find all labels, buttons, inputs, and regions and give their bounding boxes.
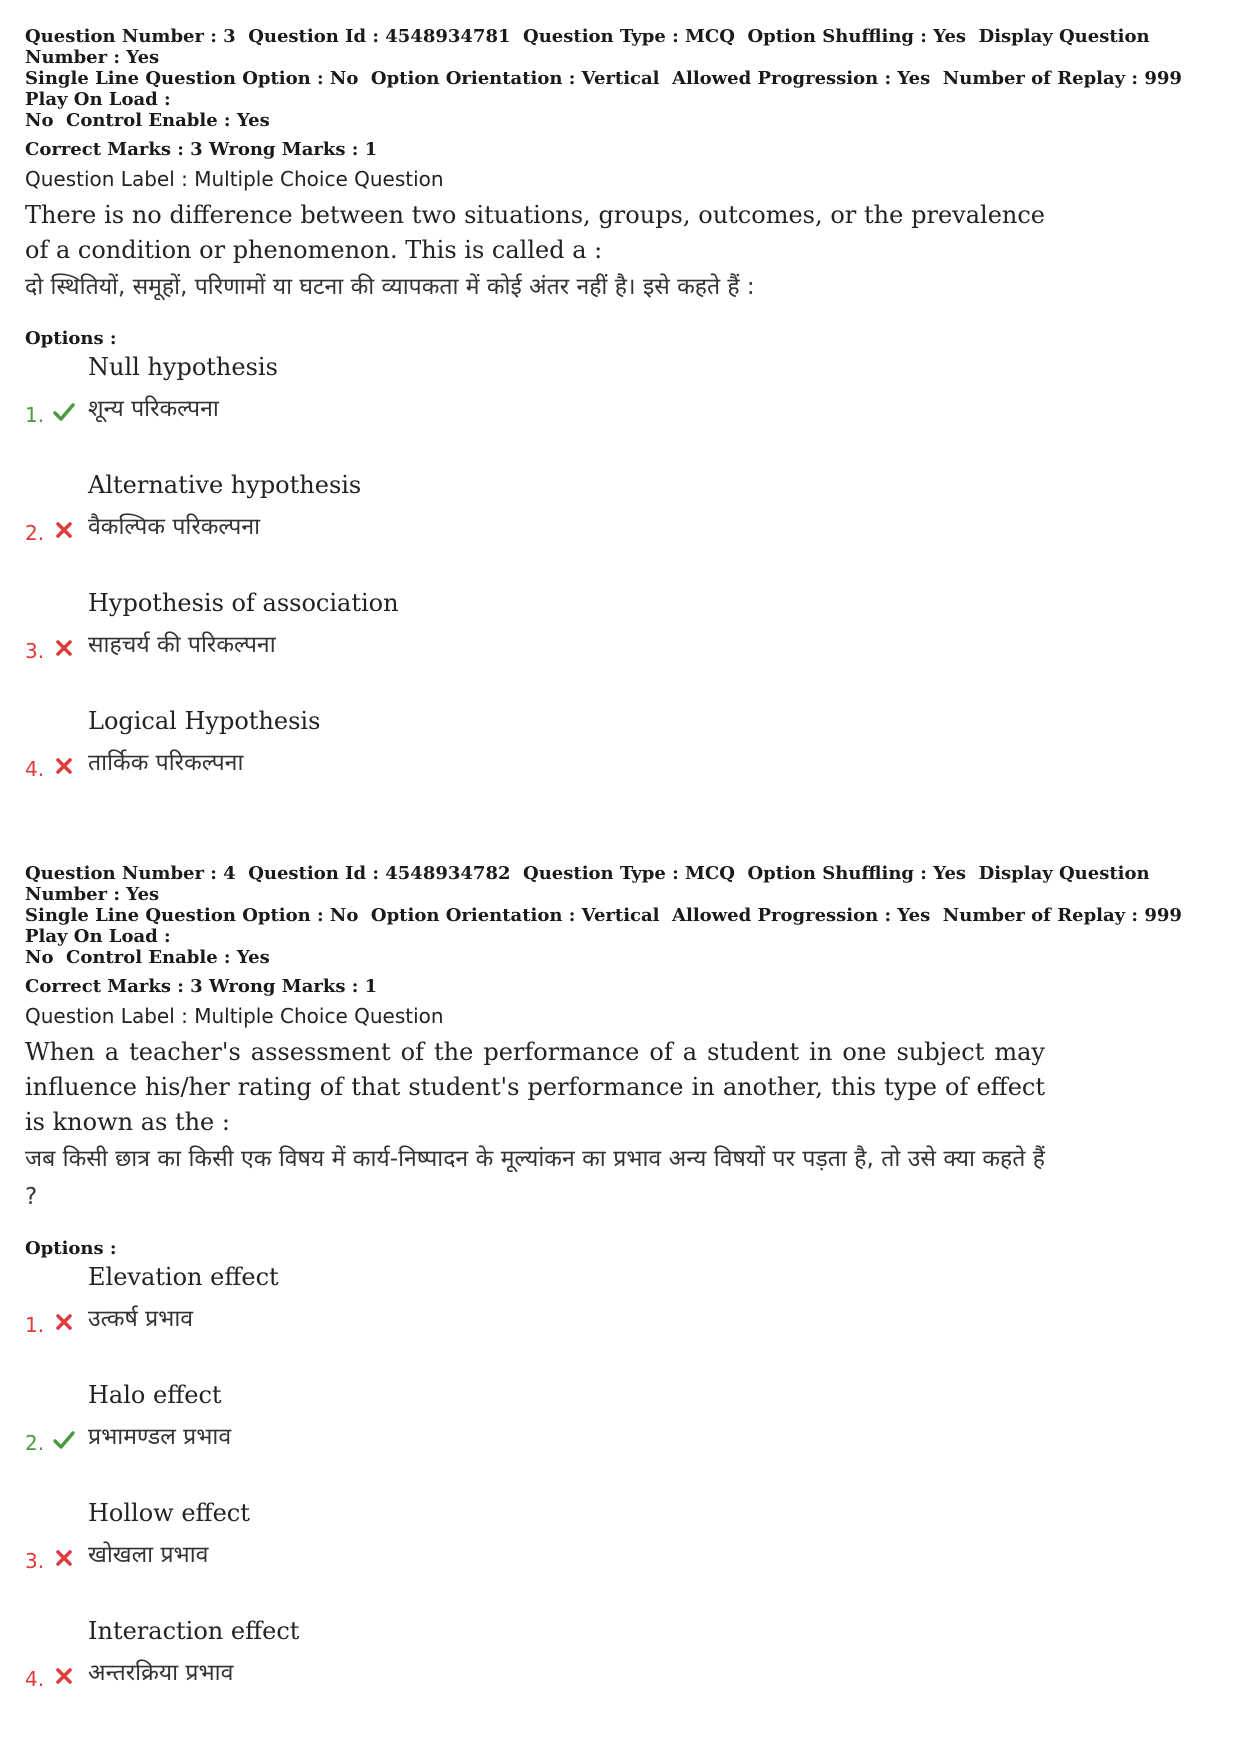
question-text-english: When a teacher's assessment of the performance of a student in one subject may influence his/her rating of that student's performance in another, this type of effect is known as the : [25,1038,1045,1136]
option-item [25,585,1215,703]
option-text-english: Alternative hypothesis [88,471,362,499]
option-number: 3. [25,1549,45,1573]
question-block [25,863,1215,1731]
cross-icon [51,635,77,661]
cross-icon [51,1545,77,1571]
option-item [25,1377,1215,1495]
question-label: Question Label : Multiple Choice Question [25,1004,444,1028]
option-item [25,1259,1215,1377]
option-item [25,1495,1215,1613]
cross-icon [51,753,77,779]
question-block [25,26,1215,821]
option-text-english: Halo effect [88,1381,222,1409]
options-heading: Options : [25,1238,117,1259]
option-text-hindi: शून्य परिकल्पना [88,396,219,422]
question-meta-line: Single Line Question Option : No Option Orientation : Vertical Allowed Progression : Yes Number of Replay : 999 Play On Load : [25,68,1195,110]
option-number: 2. [25,1431,45,1455]
question-text-hindi: दो स्थितियों, समूहों, परिणामों या घटना की व्यापकता में कोई अंतर नहीं है। इसे कहते हैं : [25,274,755,300]
option-number: 2. [25,521,45,545]
question-meta-line: Question Number : 3 Question Id : 4548934781 Question Type : MCQ Option Shuffling : Yes Display Question Number : Yes [25,26,1156,68]
option-number: 4. [25,1667,45,1691]
option-text-hindi: तार्किक परिकल्पना [88,750,244,776]
marks-info: Correct Marks : 3 Wrong Marks : 1 [25,976,378,997]
option-item [25,349,1215,467]
option-number: 4. [25,757,45,781]
options-list [25,1259,1215,1731]
option-number: 1. [25,403,45,427]
option-text-hindi: साहचर्य की परिकल्पना [88,632,276,658]
option-number: 3. [25,639,45,663]
question-text-hindi: जब किसी छात्र का किसी एक विषय में कार्य-निष्पादन के मूल्यांकन का प्रभाव अन्य विषयों पर पड़ता है, तो उसे क्या कहते हैं ? [25,1146,1045,1210]
option-item [25,1613,1215,1731]
option-item [25,467,1215,585]
option-text-hindi: प्रभामण्डल प्रभाव [88,1424,232,1450]
cross-icon [51,1663,77,1689]
option-number: 1. [25,1313,45,1337]
options-heading: Options : [25,328,117,349]
question-label: Question Label : Multiple Choice Question [25,167,444,191]
cross-icon [51,1309,77,1335]
check-icon [51,1427,77,1453]
marks-info: Correct Marks : 3 Wrong Marks : 1 [25,139,378,160]
options-list [25,349,1215,821]
option-text-hindi: अन्तरक्रिया प्रभाव [88,1660,234,1686]
question-meta-line: Single Line Question Option : No Option Orientation : Vertical Allowed Progression : Yes Number of Replay : 999 Play On Load : [25,905,1195,947]
option-text-english: Hypothesis of association [88,589,399,617]
question-meta-line: No Control Enable : Yes [25,110,270,131]
option-item [25,703,1215,821]
option-text-hindi: उत्कर्ष प्रभाव [88,1306,194,1332]
option-text-english: Elevation effect [88,1263,279,1291]
question-text-english: There is no difference between two situations, groups, outcomes, or the prevalence of a condition or phenomenon. This is called a : [25,201,1045,264]
cross-icon [51,517,77,543]
check-icon [51,399,77,425]
option-text-english: Interaction effect [88,1617,300,1645]
option-text-english: Hollow effect [88,1499,250,1527]
question-meta-line: No Control Enable : Yes [25,947,270,968]
option-text-hindi: खोखला प्रभाव [88,1542,209,1568]
option-text-hindi: वैकल्पिक परिकल्पना [88,514,261,540]
option-text-english: Null hypothesis [88,353,278,381]
question-meta-line: Question Number : 4 Question Id : 4548934782 Question Type : MCQ Option Shuffling : Yes Display Question Number : Yes [25,863,1156,905]
option-text-english: Logical Hypothesis [88,707,321,735]
